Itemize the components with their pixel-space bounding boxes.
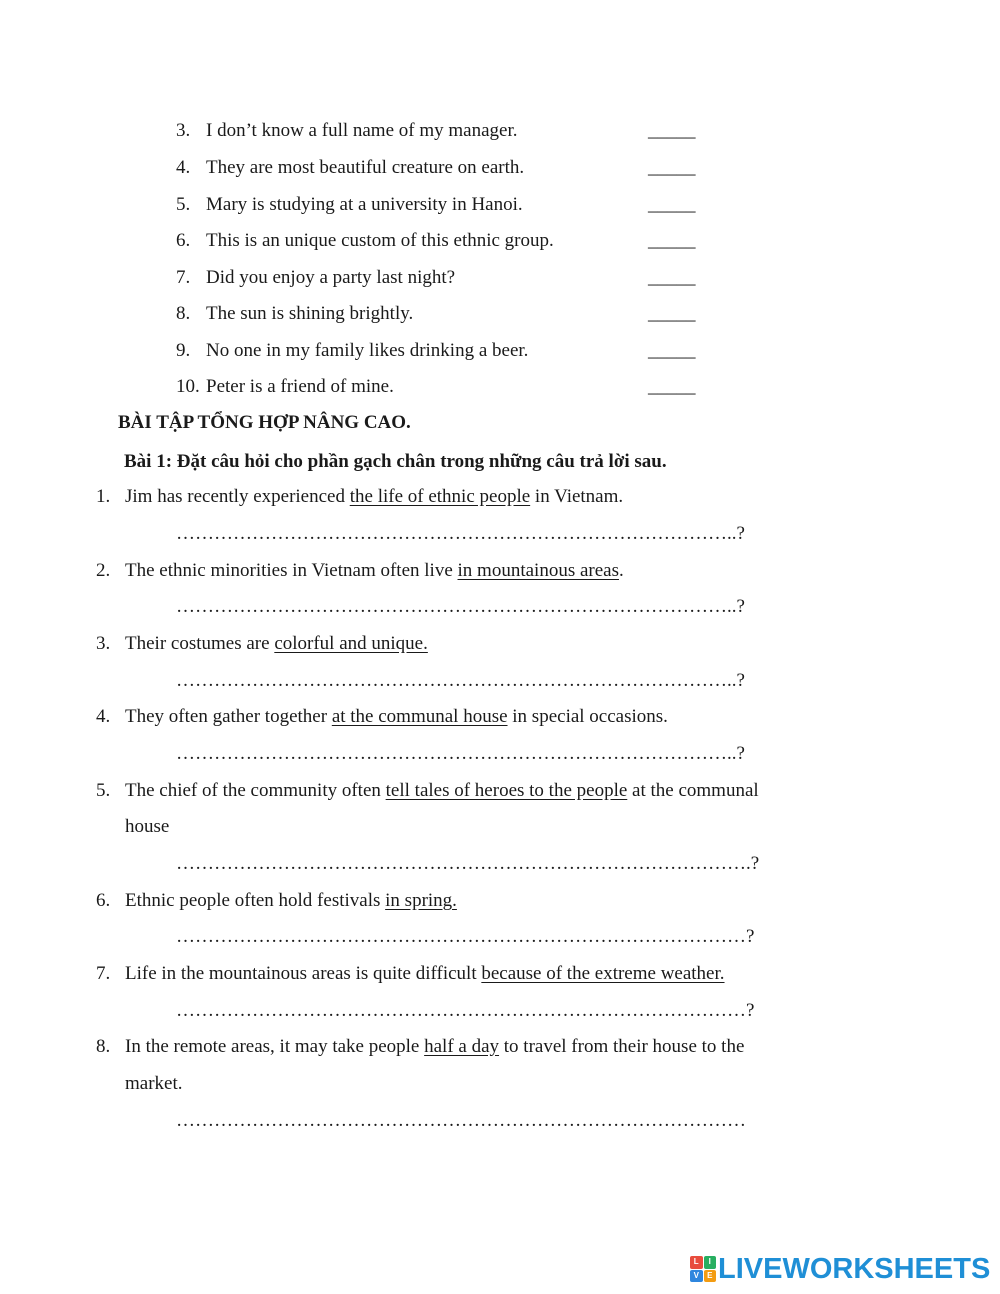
question-text-pre: Ethnic people often hold festivals bbox=[125, 890, 386, 911]
question-text-pre: Jim has recently experienced bbox=[125, 486, 350, 507]
question-text bbox=[125, 485, 623, 509]
question-text bbox=[125, 632, 428, 656]
exercise-title: Bài 1: Đặt câu hỏi cho phần gạch chân trong những câu trả lời sau. bbox=[124, 451, 667, 472]
answer-blank[interactable]: _____ bbox=[648, 194, 696, 215]
answer-line[interactable]: ……………………………………………………………………………..? bbox=[176, 596, 745, 617]
list-item bbox=[176, 302, 414, 326]
underlined-phrase: half a day bbox=[424, 1036, 500, 1057]
question-number: 4. bbox=[96, 706, 111, 727]
underlined-phrase: at the communal house bbox=[331, 706, 508, 727]
question-text-pre: The chief of the community often bbox=[125, 780, 386, 801]
question-item bbox=[96, 962, 725, 986]
question-text bbox=[125, 779, 759, 803]
liveworksheets-logo-icon bbox=[690, 1256, 716, 1282]
list-item bbox=[176, 266, 456, 290]
question-number: 6. bbox=[96, 890, 111, 911]
list-item bbox=[176, 375, 394, 399]
question-item bbox=[96, 705, 668, 729]
item-text: This is an unique custom of this ethnic group. bbox=[206, 230, 554, 251]
item-number: 9. bbox=[176, 340, 191, 361]
question-text-continued: market. bbox=[125, 1073, 183, 1094]
answer-blank[interactable]: _____ bbox=[648, 120, 696, 141]
question-text-pre: In the remote areas, it may take people bbox=[125, 1036, 425, 1057]
underlined-phrase: colorful and unique. bbox=[274, 633, 428, 654]
question-text-post: at the communal bbox=[627, 780, 759, 801]
underlined-phrase: in mountainous areas bbox=[457, 560, 619, 581]
item-text: The sun is shining brightly. bbox=[206, 303, 414, 324]
answer-blank[interactable]: _____ bbox=[648, 157, 696, 178]
question-number: 3. bbox=[96, 633, 111, 654]
question-item bbox=[96, 889, 457, 913]
list-item bbox=[176, 339, 529, 363]
answer-line[interactable]: ……………………………………………………………………………..? bbox=[176, 743, 745, 764]
question-number: 7. bbox=[96, 963, 111, 984]
item-text: They are most beautiful creature on earth. bbox=[206, 157, 525, 178]
underlined-phrase: because of the extreme weather. bbox=[481, 963, 725, 984]
item-number: 8. bbox=[176, 303, 191, 324]
question-text-pre: The ethnic minorities in Vietnam often live bbox=[125, 560, 458, 581]
list-item bbox=[176, 229, 554, 253]
item-number: 6. bbox=[176, 230, 191, 251]
question-text-continued: house bbox=[125, 816, 170, 837]
liveworksheets-logo bbox=[690, 1252, 990, 1286]
item-number: 4. bbox=[176, 157, 191, 178]
question-number: 8. bbox=[96, 1036, 111, 1057]
underlined-phrase: in spring. bbox=[385, 890, 457, 911]
question-text-pre: They often gather together bbox=[125, 706, 332, 727]
question-item bbox=[96, 632, 428, 656]
question-text-pre: Life in the mountainous areas is quite difficult bbox=[125, 963, 482, 984]
question-text bbox=[125, 1035, 744, 1059]
logo-icon-letter: E bbox=[704, 1270, 717, 1283]
answer-blank[interactable]: _____ bbox=[648, 303, 696, 324]
item-number: 7. bbox=[176, 267, 191, 288]
question-text-post: in special occasions. bbox=[507, 706, 668, 727]
underlined-phrase: tell tales of heroes to the people bbox=[385, 780, 628, 801]
liveworksheets-brand-text: LIVEWORKSHEETS bbox=[718, 1252, 991, 1285]
item-text: No one in my family likes drinking a beer. bbox=[206, 340, 529, 361]
question-item bbox=[96, 779, 759, 803]
question-text bbox=[125, 559, 624, 583]
item-text: I don’t know a full name of my manager. bbox=[206, 120, 518, 141]
list-item bbox=[176, 156, 525, 180]
logo-icon-letter: L bbox=[690, 1256, 703, 1269]
answer-blank[interactable]: _____ bbox=[648, 230, 696, 251]
question-item bbox=[96, 1035, 745, 1059]
answer-line[interactable]: ………………………………………………………………………………? bbox=[176, 926, 755, 947]
section-title: BÀI TẬP TỔNG HỢP NÂNG CAO. bbox=[118, 412, 411, 433]
list-item bbox=[176, 119, 518, 143]
logo-icon-letter: V bbox=[690, 1270, 703, 1283]
item-text: Did you enjoy a party last night? bbox=[206, 267, 456, 288]
question-text-post: . bbox=[618, 560, 624, 581]
answer-line[interactable]: ………………………………………………………………………………? bbox=[176, 1000, 755, 1021]
question-text bbox=[125, 705, 668, 729]
question-text bbox=[125, 962, 725, 986]
question-text-post: in Vietnam. bbox=[530, 486, 624, 507]
item-number: 5. bbox=[176, 194, 191, 215]
question-number: 5. bbox=[96, 780, 111, 801]
item-number: 3. bbox=[176, 120, 191, 141]
question-number: 2. bbox=[96, 560, 111, 581]
answer-line[interactable]: ……………………………………………………………………………..? bbox=[176, 523, 745, 544]
item-text: Peter is a friend of mine. bbox=[206, 376, 394, 397]
item-number: 10. bbox=[176, 376, 200, 397]
underlined-phrase: the life of ethnic people bbox=[349, 486, 531, 507]
answer-blank[interactable]: _____ bbox=[648, 376, 696, 397]
list-item bbox=[176, 193, 523, 217]
item-text: Mary is studying at a university in Hanoi. bbox=[206, 194, 523, 215]
question-item bbox=[96, 559, 624, 583]
question-text bbox=[125, 889, 457, 913]
question-text-pre: Their costumes are bbox=[125, 633, 275, 654]
logo-icon-letter: I bbox=[704, 1256, 717, 1269]
answer-line[interactable]: ……………………………………………………………………………… bbox=[176, 1110, 746, 1131]
answer-blank[interactable]: _____ bbox=[648, 267, 696, 288]
answer-line[interactable]: ……………………………………………………………………………..? bbox=[176, 670, 745, 691]
answer-line[interactable]: ……………………………………………………………………………….? bbox=[176, 853, 760, 874]
question-item bbox=[96, 485, 624, 509]
question-text-post: to travel from their house to the bbox=[499, 1036, 745, 1057]
answer-blank[interactable]: _____ bbox=[648, 340, 696, 361]
question-number: 1. bbox=[96, 486, 111, 507]
